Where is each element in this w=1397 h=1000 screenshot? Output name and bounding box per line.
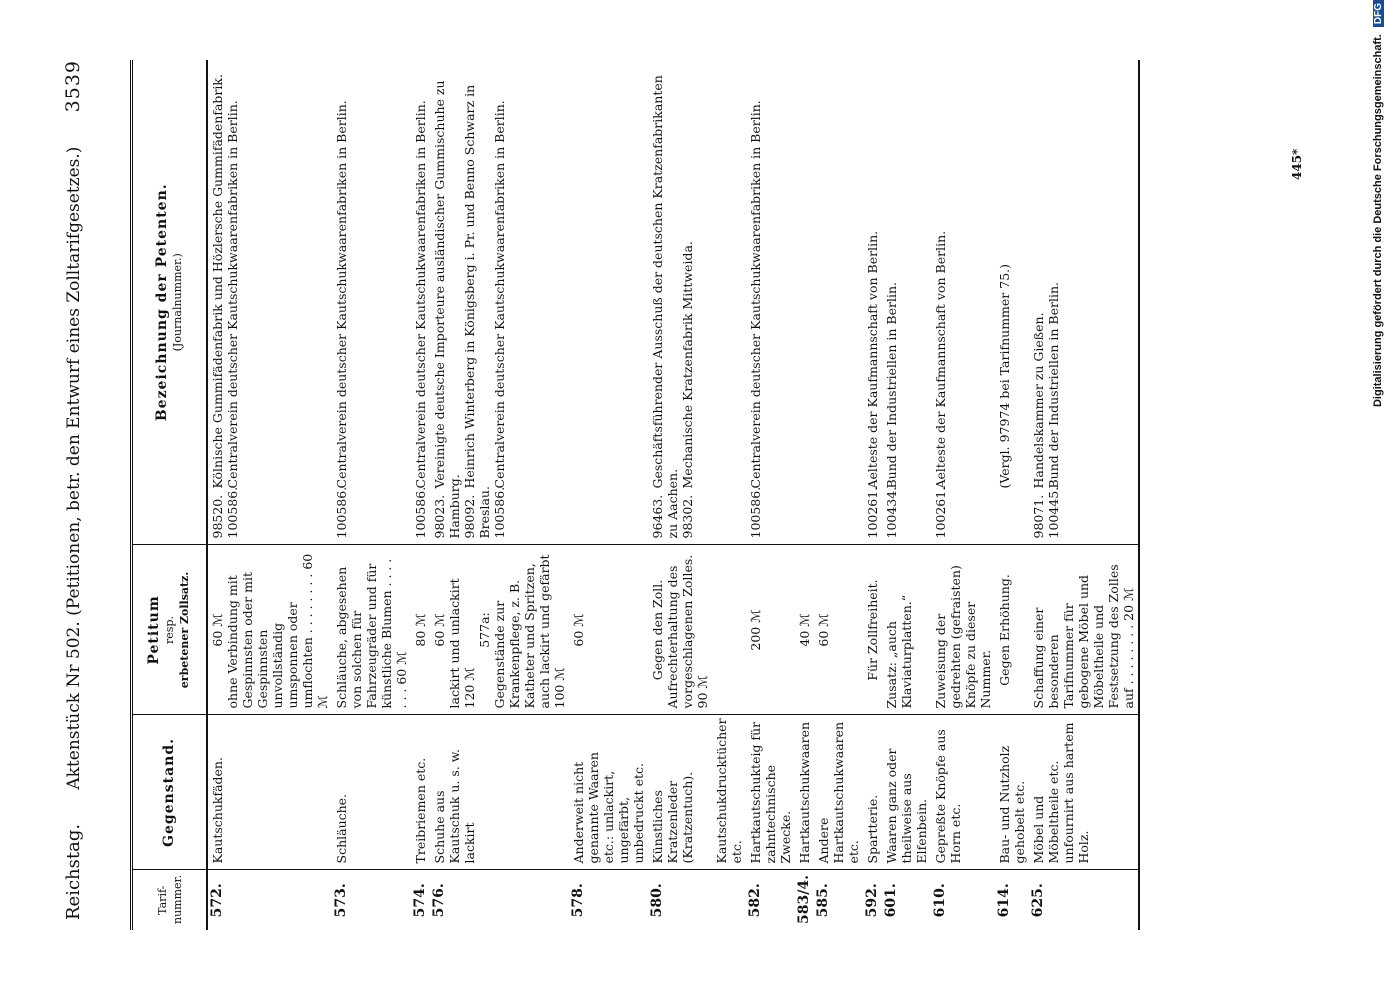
tariff-number-cell: 614. [995, 870, 1029, 930]
table-row [648, 60, 712, 930]
petitioners-cell [931, 60, 995, 545]
petitioners-cell [995, 60, 1029, 545]
table-row [746, 60, 795, 930]
petitum-line: Aufrechterhaltung des vorgeschlagenen Zolles. 90 ℳ [665, 554, 710, 709]
petitioner-name: Centralverein deutscher Kautschukwaarenfabriken in Berlin. [334, 100, 349, 489]
petitioner-name: Bund der Industriellen in Berlin. [1046, 282, 1061, 489]
petitioner-name: Handelskammer zu Gießen. [1031, 312, 1046, 489]
tariff-number-cell [712, 870, 746, 930]
petitum-cell [712, 545, 746, 715]
table-row [569, 60, 648, 930]
petitioners-cell [712, 60, 746, 545]
petitum-cell [411, 545, 430, 715]
subject-cell: Gepreßte Knöpfe aus Horn etc. [931, 715, 995, 870]
subject-cell: Schuhe aus Kautschuk u. s. w. lackirt [430, 715, 569, 870]
petitum-line: 200 ℳ [748, 609, 763, 651]
journal-number: 98520. [210, 494, 225, 539]
petitioner-entry [997, 66, 1012, 539]
column-header-subject: Gegenstand. [132, 715, 208, 870]
digitization-note-text: Digitalisierung gefördert durch die Deutsche Forschungsgemeinschaft. [1372, 34, 1384, 408]
petitioner-name: Centralverein deutscher Kautschukwaarenfabriken in Berlin. [225, 100, 240, 489]
column-header-petitum: Petitum resp. erbetener Zollsatz. [132, 545, 208, 715]
journal-number: 100261. [865, 486, 880, 539]
petitum-line: Zuweisung der gedrehten (gefraisten) Knöpfe zu dieser Nummer. [933, 565, 993, 709]
petitioner-name: Centralverein deutscher Kautschukwaarenfabriken in Berlin. [413, 100, 428, 489]
signature-mark: 445* [1290, 148, 1304, 180]
petitum-line: Schaffung einer besonderen Tarifnummer für gebogene Möbel und Möbeltheile und Festsetzung des Zolles auf . . . . . . . . 20 ℳ [1031, 564, 1136, 709]
petitioners-cell [863, 60, 882, 545]
tariff-number-cell: 582. [746, 870, 795, 930]
petitioner-name: Aelteste der Kaufmannschaft von Berlin. [865, 230, 880, 489]
tariff-number-cell: 580. [648, 870, 712, 930]
table-row [863, 60, 882, 930]
subject-cell: Bau- und Nutzholz gehobelt etc. [995, 715, 1029, 870]
running-head [62, 60, 92, 920]
petitioner-name: Centralverein deutscher Kautschukwaarenfabriken in Berlin. [492, 100, 507, 489]
subject-cell: Schläuche. [332, 715, 411, 870]
petitum-cell [995, 545, 1029, 715]
subject-cell: Andere Hartkautschukwaaren etc. [814, 715, 863, 870]
subject-cell: Hartkautschukteig für zahntechnische Zwecke. [746, 715, 795, 870]
table-row [995, 60, 1029, 930]
petitioner-entry [865, 66, 880, 539]
petitioner-entry [748, 66, 763, 539]
petitioners-cell [882, 60, 931, 545]
petitum-cell [1029, 545, 1139, 715]
digitization-note [1372, 0, 1384, 680]
journal-number: 100586. [334, 486, 349, 539]
journal-number: 98023. [432, 494, 447, 539]
petitum-cell [882, 545, 931, 715]
subject-cell: Künstliches Kratzenleder (Kratzentuch). [648, 715, 712, 870]
petitum-line: Schläuche, abgesehen von solchen für Fahrzeugräder und für künstliche Blumen . . . . . . . 60 ℳ [334, 558, 409, 709]
tariff-number-cell: 601. [882, 870, 931, 930]
petitioner-name: Vereinigte deutsche Importeure ausländischer Gummischuhe zu Hamburg. [432, 80, 462, 539]
tariff-number-cell: 585. [814, 870, 863, 930]
subject-cell: Möbel und Möbeltheile etc. unfournirt aus hartem Holz. [1029, 715, 1139, 870]
petitioners-cell [411, 60, 430, 545]
journal-number: 96463. [650, 494, 665, 539]
petitioners-cell [648, 60, 712, 545]
petitioners-cell [332, 60, 411, 545]
petitioners-cell [814, 60, 863, 545]
journal-number: 98092. [462, 494, 477, 539]
column-header-tariff-number: Tarif- nummer. [132, 870, 208, 930]
petitum-line: 40 ℳ [797, 613, 812, 647]
table-row [712, 60, 746, 930]
header-title: Aktenstück Nr 502. (Petitionen, betr. den Entwurf eines Zolltarifgesetzes.) [64, 146, 84, 790]
table-row [430, 60, 569, 930]
subject-cell: Kautschukfäden. [207, 715, 332, 870]
page-number: 3539 [62, 60, 84, 113]
tariff-number-cell: 625. [1029, 870, 1139, 930]
petitioner-name: Mechanische Kratzenfabrik Mittweida. [680, 241, 695, 489]
subject-cell: Anderweit nicht genannte Waaren etc.: unlackirt, ungefärbt, unbedruckt etc. [569, 715, 648, 870]
petitioner-name: Kölnische Gummifädenfabrik und Hözlersche Gummifädenfabrik. [210, 74, 225, 489]
tariff-number-cell: 610. [931, 870, 995, 930]
petitum-cell [863, 545, 882, 715]
petitum-cell [332, 545, 411, 715]
petitum-line: 80 ℳ [413, 613, 428, 647]
tariff-number-cell: 592. [863, 870, 882, 930]
petitioner-entry [492, 66, 507, 539]
petitum-line: 60 ℳ [571, 613, 586, 647]
table-row [795, 60, 814, 930]
petitum-cell [814, 545, 863, 715]
petitioner-entry [650, 66, 680, 539]
journal-number: 100261. [933, 486, 948, 539]
petitum-cell [795, 545, 814, 715]
petitum-cell [569, 545, 648, 715]
tariff-number-cell: 572. [207, 870, 332, 930]
petitioner-entry [933, 66, 948, 539]
tariff-number-cell: 573. [332, 870, 411, 930]
petitioner-entry [1031, 66, 1046, 539]
column-header-petitioners: Bezeichnung der Petenten. (Journalnummer.) [132, 60, 208, 545]
petitioner-entry [1046, 66, 1061, 539]
table-row [814, 60, 863, 930]
petitioner-entry [225, 66, 240, 539]
petitum-cell [430, 545, 569, 715]
table-row [1029, 60, 1139, 930]
table-row [882, 60, 931, 930]
petitum-line: Gegenstände zur Krankenpflege, z. B. Katheter und Spritzen, auch lackirt und gefärbt 100 ℳ [492, 554, 567, 709]
journal-number: 100586. [413, 486, 428, 539]
journal-number: 100434. [884, 486, 899, 539]
petitioner-name: Heinrich Winterberg in Königsberg i. Pr. und Benno Schwarz in Breslau. [462, 84, 492, 539]
petitioner-entry [680, 66, 695, 539]
table-row [332, 60, 411, 930]
petitioner-entry [432, 66, 462, 539]
petitum-line: Gegen Erhöhung. [997, 574, 1012, 686]
petitioner-name: (Vergl. 97974 bei Tarifnummer 75.) [997, 263, 1012, 489]
petitioner-entry [413, 66, 428, 539]
subject-cell: Kautschukdrucktücher etc. [712, 715, 746, 870]
petitioner-entry [884, 66, 899, 539]
journal-number: 100586. [492, 486, 507, 539]
table-row [931, 60, 995, 930]
table-row [411, 60, 430, 930]
header-left: Reichstag. [63, 823, 84, 920]
table-header-row [132, 60, 208, 930]
petitioner-name: Centralverein deutscher Kautschukwaarenfabriken in Berlin. [748, 100, 763, 489]
petitum-line: 60 ℳ [432, 613, 447, 647]
petitum-line: ohne Verbindung mit Gespinnsten oder mit Gespinnsten unvollständig umsponnen oder umflochten . . . . . . . . 60 ℳ [225, 553, 330, 709]
petitioner-entry [462, 66, 492, 539]
petitioners-cell [795, 60, 814, 545]
tariff-number-cell: 576. [430, 870, 569, 930]
petitioners-cell [1029, 60, 1139, 545]
petitioners-cell [746, 60, 795, 545]
tariff-number-cell: 583/4. [795, 870, 814, 930]
subject-cell: Waaren ganz oder theilweise aus Elfenbein. [882, 715, 931, 870]
journal-number: 98302. [680, 494, 695, 539]
subject-cell: Spartterie. [863, 715, 882, 870]
petitioner-name: Bund der Industriellen in Berlin. [884, 282, 899, 489]
petitum-cell [931, 545, 995, 715]
table-body [207, 60, 1139, 930]
table-row [207, 60, 332, 930]
petitum-cell [207, 545, 332, 715]
dfg-logo: DFG [1373, 0, 1384, 27]
journal-number: 100586. [748, 486, 763, 539]
petitioners-cell [207, 60, 332, 545]
petitum-line: 577a: [477, 612, 492, 648]
subject-cell: Treibriemen etc. [411, 715, 430, 870]
petitioner-entry [334, 66, 349, 539]
petitum-line: Für Zollfreiheit. [865, 579, 880, 681]
petitioner-entry [210, 66, 225, 539]
petitum-cell [648, 545, 712, 715]
journal-number: 100586. [225, 486, 240, 539]
petitioners-cell [430, 60, 569, 545]
petitum-line: 60 ℳ [816, 613, 831, 647]
petitum-line: 60 ℳ [210, 613, 225, 647]
petitum-line: Gegen den Zoll. [650, 579, 665, 681]
petitum-line: lackirt und unlackirt 120 ℳ [447, 578, 477, 709]
petitioner-name: Geschäftsführender Ausschuß der deutschen Kratzenfabrikanten zu Aachen. [650, 75, 680, 539]
petition-table [130, 60, 1140, 930]
petitioner-name: Aelteste der Kaufmannschaft von Berlin. [933, 230, 948, 489]
petitum-cell [746, 545, 795, 715]
journal-number: 98071. [1031, 494, 1046, 539]
tariff-number-cell: 578. [569, 870, 648, 930]
tariff-number-cell: 574. [411, 870, 430, 930]
subject-cell: Hartkautschukwaaren [795, 715, 814, 870]
journal-number: 100445. [1046, 486, 1061, 539]
petitioners-cell [569, 60, 648, 545]
petitum-line: Zusatz: „auch Klaviaturplatten.“ [884, 594, 914, 709]
